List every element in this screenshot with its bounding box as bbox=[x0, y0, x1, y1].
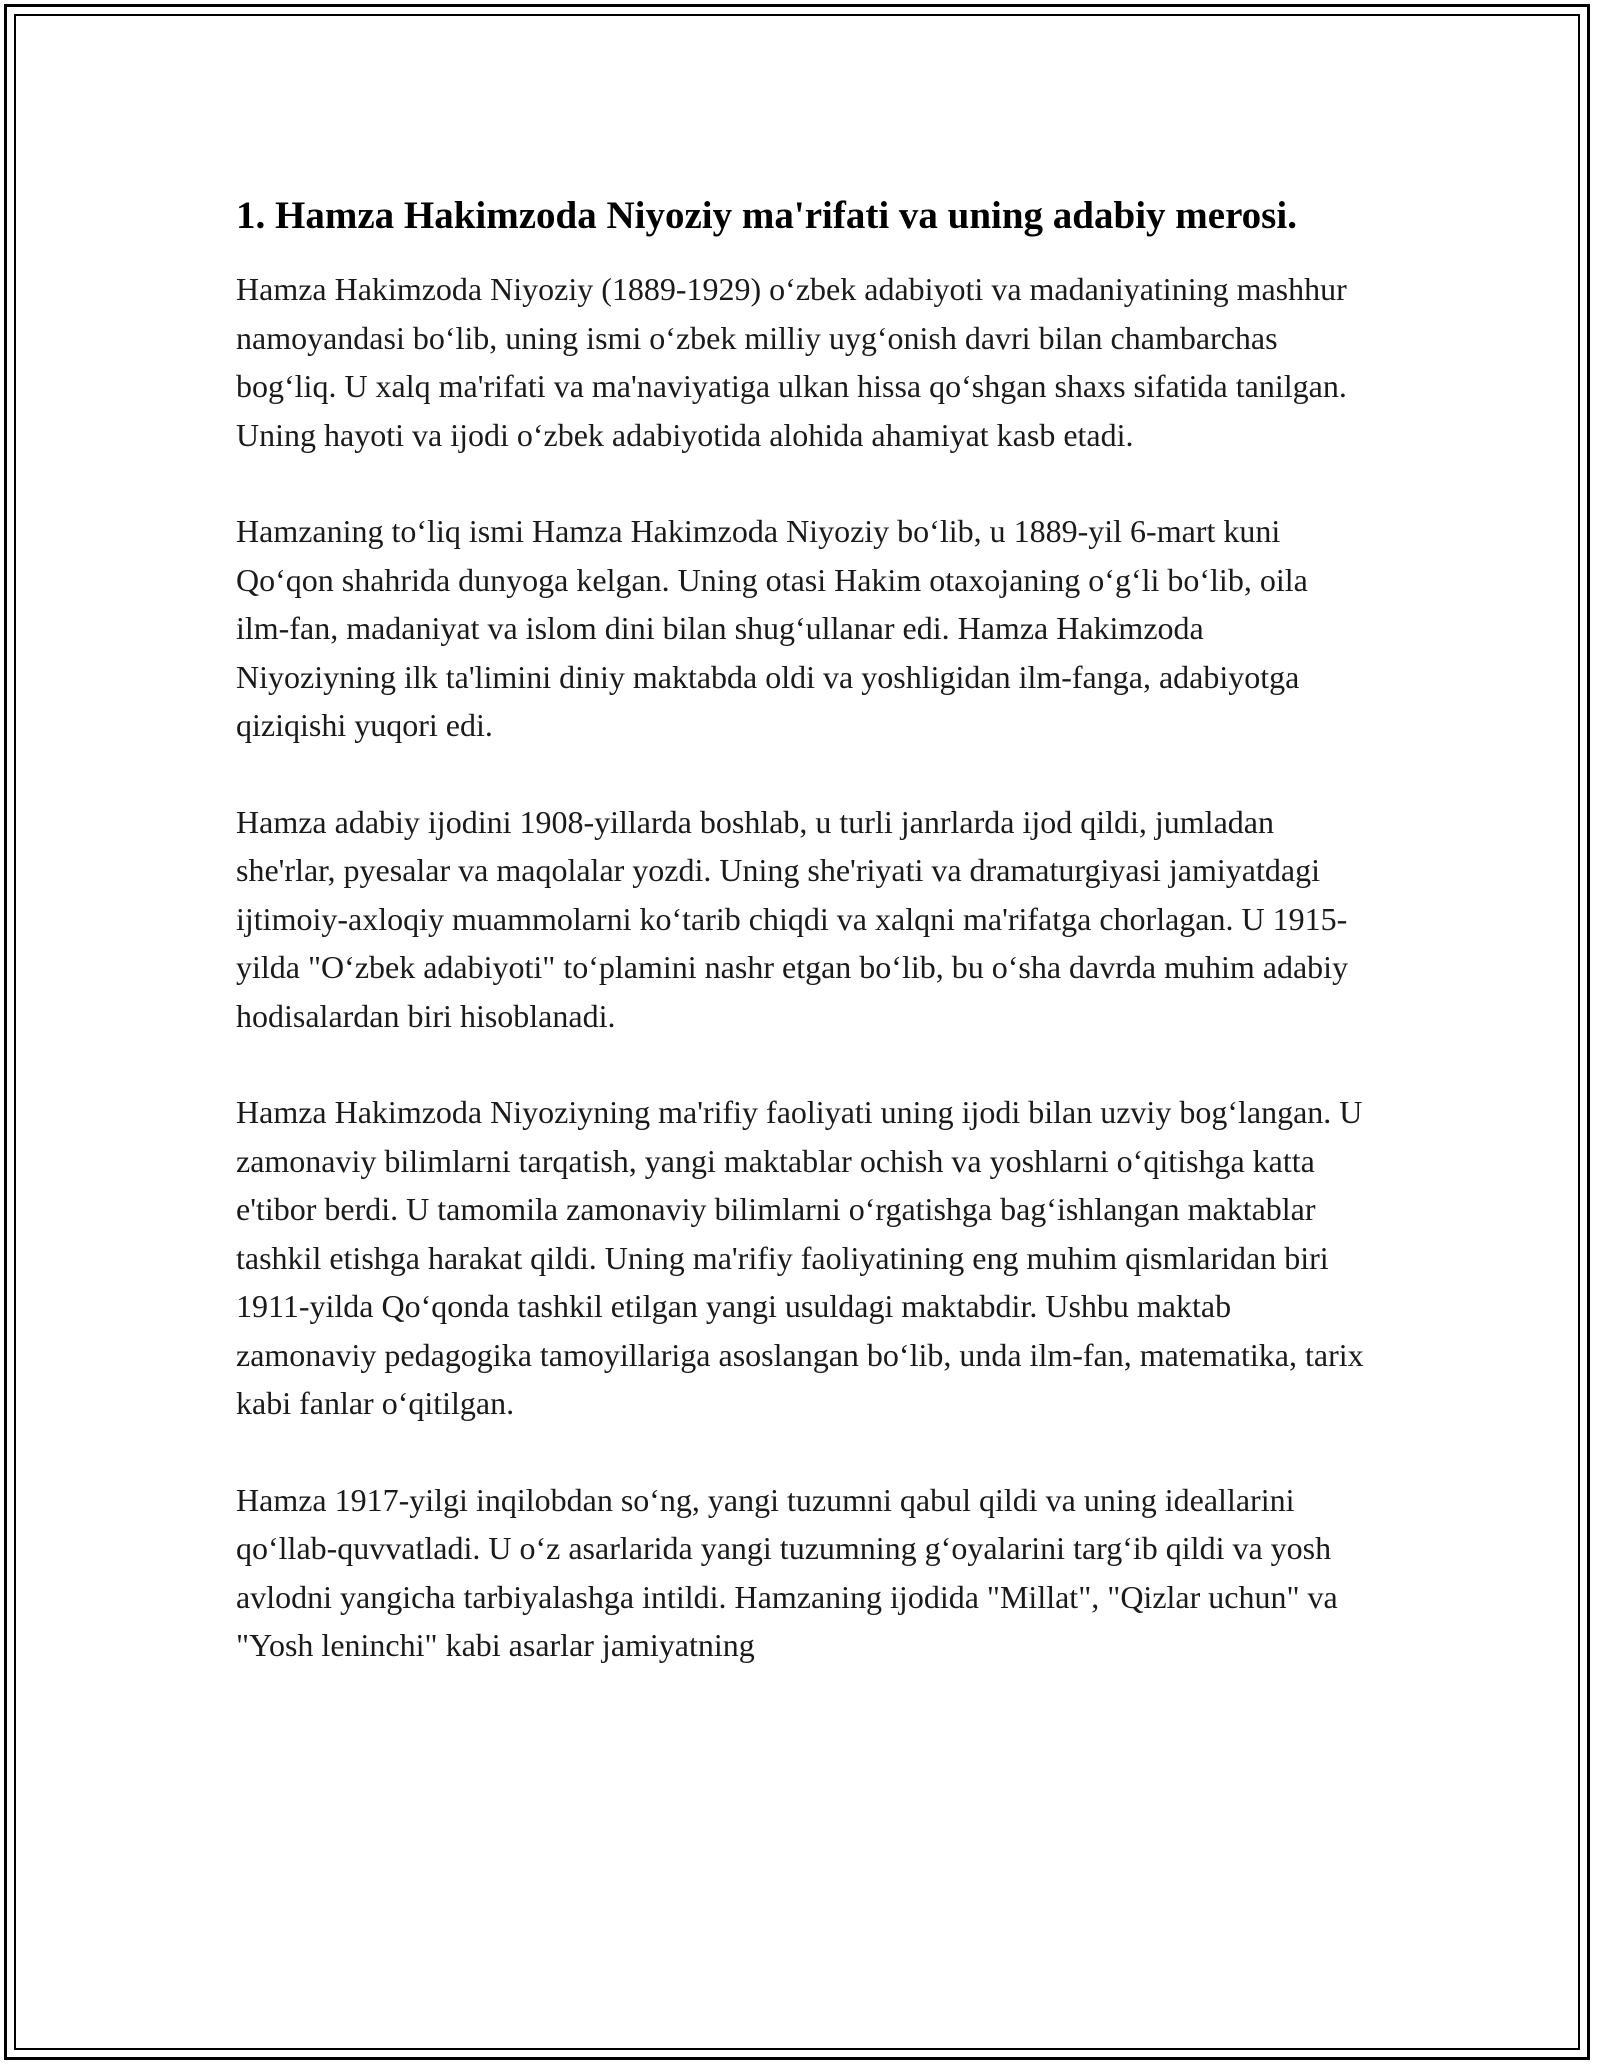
paragraph-biography: Hamzaning to‘liq ismi Hamza Hakimzoda Niyoziy bo‘lib, u 1889-yil 6-mart kuni Qo‘qon shahrida dunyoga kelgan. Uning otasi Hakim otaxojaning o‘g‘li bo‘lib, oila ilm-fan, madaniyat va islom dini bilan shug‘ullanar edi. Hamza Hakimzoda Niyoziyning ilk ta'limini diniy maktabda oldi va yoshligidan ilm-fanga, adabiyotga qiziqishi yuqori edi. bbox=[236, 513, 1308, 743]
paragraph-revolution: Hamza 1917-yilgi inqilobdan so‘ng, yangi tuzumni qabul qildi va uning ideallarini qo‘llab-quvvatladi. U o‘z asarlarida yangi tuzumning g‘oyalarini targ‘ib qildi va yosh avlodni yangicha tarbiyalashga intildi. Hamzaning ijodida "Millat", "Qizlar uchun" va "Yosh leninchi" kabi asarlar jamiyatning bbox=[236, 1481, 1338, 1663]
paragraph-literary-work: Hamza adabiy ijodini 1908-yillarda boshlab, u turli janrlarda ijod qildi, jumladan she'rlar, pyesalar va maqolalar yozdi. Uning she'riyati va dramaturgiyasi jamiyatdagi ijtimoiy-axloqiy muammolarni ko‘tarib chiqdi va xalqni ma'rifatga chorlagan. U 1915-yilda "O‘zbek adabiyoti" to‘plamini nashr etgan bo‘lib, bu o‘sha davrda muhim adabiy hodisalardan biri hisoblanadi. bbox=[236, 803, 1349, 1034]
paragraph-intro: Hamza Hakimzoda Niyoziy (1889-1929) o‘zbek adabiyoti va madaniyatining mashhur namoyandasi bo‘lib, uning ismi o‘zbek milliy uyg‘onish davri bilan chambarchas bog‘liq. U xalq ma'rifati va ma'naviyatiga ulkan hissa qo‘shgan shaxs sifatida tanilgan. Uning hayoti va ijodi o‘zbek adabiyotida alohida ahamiyat kasb etadi. bbox=[236, 271, 1347, 453]
document-page bbox=[236, 188, 1366, 1718]
page-title: 1. Hamza Hakimzoda Niyoziy ma'rifati va uning adabiy merosi. bbox=[236, 194, 1297, 237]
paragraph-enlightenment: Hamza Hakimzoda Niyoziyning ma'rifiy faoliyati uning ijodi bilan uzviy bog‘langan. U zamonaviy bilimlarni tarqatish, yangi maktablar ochish va yoshlarni o‘qitishga katta e'tibor berdi. U tamomila zamonaviy bilimlarni o‘rgatishga bag‘ishlangan maktablar tashkil etishga harakat qildi. Uning ma'rifiy faoliyatining eng muhim qismlaridan biri 1911-yilda Qo‘qonda tashkil etilgan yangi usuldagi maktabdir. Ushbu maktab zamonaviy pedagogika tamoyillariga asoslangan bo‘lib, unda ilm-fan, matematika, tarix kabi fanlar o‘qitilgan. bbox=[236, 1094, 1364, 1421]
